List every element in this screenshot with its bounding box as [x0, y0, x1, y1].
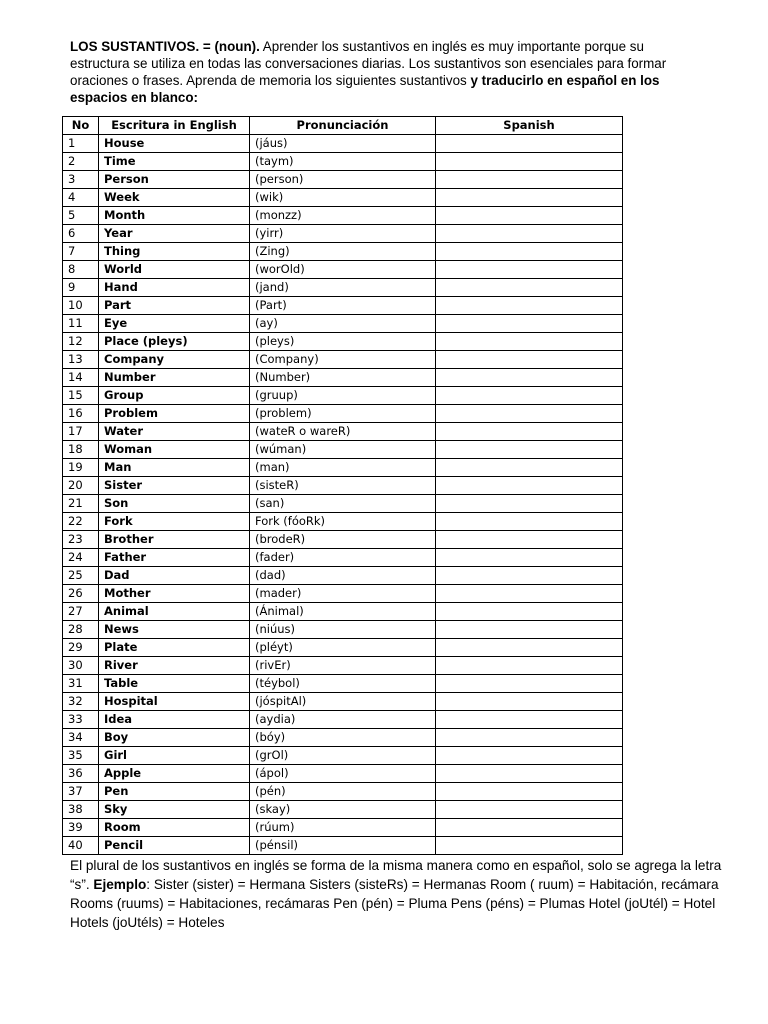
cell-english: Brother [99, 531, 250, 549]
cell-english: Number [99, 369, 250, 387]
cell-spanish[interactable] [436, 153, 623, 171]
cell-english: Month [99, 207, 250, 225]
cell-pronunciation: (Ánimal) [250, 603, 436, 621]
table-row [63, 639, 623, 657]
table-row [63, 315, 623, 333]
cell-spanish[interactable] [436, 621, 623, 639]
cell-no: 26 [63, 585, 99, 603]
table-row [63, 225, 623, 243]
table-row [63, 333, 623, 351]
cell-pronunciation: (monzz) [250, 207, 436, 225]
cell-pronunciation: (wúman) [250, 441, 436, 459]
cell-spanish[interactable] [436, 819, 623, 837]
cell-pronunciation: (rúum) [250, 819, 436, 837]
cell-spanish[interactable] [436, 261, 623, 279]
cell-english: Dad [99, 567, 250, 585]
cell-no: 28 [63, 621, 99, 639]
cell-english: House [99, 135, 250, 153]
table-row [63, 711, 623, 729]
cell-no: 1 [63, 135, 99, 153]
cell-english: News [99, 621, 250, 639]
cell-english: Company [99, 351, 250, 369]
table-row [63, 675, 623, 693]
cell-english: Part [99, 297, 250, 315]
table-row [63, 747, 623, 765]
cell-no: 6 [63, 225, 99, 243]
cell-pronunciation: (worOld) [250, 261, 436, 279]
table-row [63, 657, 623, 675]
cell-no: 40 [63, 837, 99, 855]
table-row [63, 261, 623, 279]
cell-pronunciation: (jóspitAl) [250, 693, 436, 711]
table-row [63, 819, 623, 837]
table-row [63, 387, 623, 405]
table-row [63, 279, 623, 297]
cell-english: Problem [99, 405, 250, 423]
table-row [63, 603, 623, 621]
cell-no: 3 [63, 171, 99, 189]
cell-spanish[interactable] [436, 297, 623, 315]
table-header-row [63, 117, 623, 135]
plural-examples: : Sister (sister) = Hermana Sisters (sisteRs) = Hermanas Room ( ruum) = Habitación, recámara Rooms (ruums) = Habitaciones, recámaras Pen (pén) = Pluma Pens (péns) = Plumas Hotel (joUtél) = Hotel Hotels (joUtéls) = Hoteles [70, 877, 719, 930]
intro-text: Aprender los sustantivos en inglés es muy importante porque su estructura se utiliza en todas las conversaciones diarias. Los sustantivos son esenciales para formar oraciones o frases. Aprenda de memoria los siguientes sustantivos [70, 39, 667, 88]
cell-no: 29 [63, 639, 99, 657]
cell-pronunciation: (Part) [250, 297, 436, 315]
cell-spanish[interactable] [436, 801, 623, 819]
cell-english: Hospital [99, 693, 250, 711]
plural-note-text: El plural de los sustantivos en inglés se forma de la misma manera como en español, solo se agrega la letra “s”. [70, 858, 722, 892]
cell-spanish[interactable] [436, 459, 623, 477]
cell-no: 38 [63, 801, 99, 819]
cell-pronunciation: (ay) [250, 315, 436, 333]
cell-pronunciation: (gruup) [250, 387, 436, 405]
cell-pronunciation: (jand) [250, 279, 436, 297]
header-pronunciation: Pronunciación [250, 117, 436, 135]
cell-english: Mother [99, 585, 250, 603]
cell-english: Fork [99, 513, 250, 531]
plural-note [70, 856, 730, 932]
cell-spanish[interactable] [436, 585, 623, 603]
cell-spanish[interactable] [436, 423, 623, 441]
cell-english: Pencil [99, 837, 250, 855]
cell-pronunciation: (pénsil) [250, 837, 436, 855]
cell-english: World [99, 261, 250, 279]
cell-spanish[interactable] [436, 315, 623, 333]
cell-spanish[interactable] [436, 441, 623, 459]
cell-english: Animal [99, 603, 250, 621]
cell-spanish[interactable] [436, 765, 623, 783]
table-row [63, 351, 623, 369]
cell-pronunciation: (jáus) [250, 135, 436, 153]
cell-pronunciation: (pleys) [250, 333, 436, 351]
cell-pronunciation: (man) [250, 459, 436, 477]
cell-no: 20 [63, 477, 99, 495]
table-row [63, 621, 623, 639]
cell-english: Person [99, 171, 250, 189]
table-row [63, 135, 623, 153]
cell-spanish[interactable] [436, 657, 623, 675]
table-row [63, 567, 623, 585]
cell-pronunciation: (taym) [250, 153, 436, 171]
cell-no: 35 [63, 747, 99, 765]
cell-no: 25 [63, 567, 99, 585]
cell-no: 27 [63, 603, 99, 621]
cell-english: Table [99, 675, 250, 693]
cell-no: 16 [63, 405, 99, 423]
cell-english: Girl [99, 747, 250, 765]
cell-no: 2 [63, 153, 99, 171]
table-row [63, 297, 623, 315]
cell-english: Week [99, 189, 250, 207]
table-row [63, 459, 623, 477]
cell-no: 13 [63, 351, 99, 369]
cell-english: Water [99, 423, 250, 441]
cell-spanish[interactable] [436, 603, 623, 621]
table-row [63, 477, 623, 495]
cell-spanish[interactable] [436, 531, 623, 549]
cell-pronunciation: (dad) [250, 567, 436, 585]
cell-spanish[interactable] [436, 549, 623, 567]
cell-no: 30 [63, 657, 99, 675]
nouns-table [62, 116, 623, 855]
cell-spanish[interactable] [436, 207, 623, 225]
cell-spanish[interactable] [436, 639, 623, 657]
cell-spanish[interactable] [436, 693, 623, 711]
cell-spanish[interactable] [436, 783, 623, 801]
cell-spanish[interactable] [436, 675, 623, 693]
cell-pronunciation: (person) [250, 171, 436, 189]
cell-english: Thing [99, 243, 250, 261]
table-row [63, 729, 623, 747]
table-row [63, 171, 623, 189]
cell-spanish[interactable] [436, 351, 623, 369]
cell-english: Room [99, 819, 250, 837]
table-row [63, 549, 623, 567]
table-row [63, 423, 623, 441]
table-row [63, 837, 623, 855]
cell-pronunciation: (brodeR) [250, 531, 436, 549]
cell-no: 7 [63, 243, 99, 261]
cell-no: 10 [63, 297, 99, 315]
table-row [63, 153, 623, 171]
cell-pronunciation: (pléyt) [250, 639, 436, 657]
cell-no: 17 [63, 423, 99, 441]
cell-pronunciation: (Number) [250, 369, 436, 387]
cell-english: Hand [99, 279, 250, 297]
cell-pronunciation: (problem) [250, 405, 436, 423]
cell-no: 21 [63, 495, 99, 513]
header-english: Escritura in English [99, 117, 250, 135]
cell-no: 23 [63, 531, 99, 549]
cell-spanish[interactable] [436, 243, 623, 261]
cell-pronunciation: (ápol) [250, 765, 436, 783]
cell-pronunciation: (sisteR) [250, 477, 436, 495]
table-row [63, 585, 623, 603]
cell-no: 24 [63, 549, 99, 567]
cell-english: Place (pleys) [99, 333, 250, 351]
cell-spanish[interactable] [436, 747, 623, 765]
cell-no: 22 [63, 513, 99, 531]
cell-pronunciation: (Company) [250, 351, 436, 369]
cell-english: Eye [99, 315, 250, 333]
cell-no: 9 [63, 279, 99, 297]
cell-no: 4 [63, 189, 99, 207]
table-row [63, 405, 623, 423]
cell-no: 32 [63, 693, 99, 711]
cell-spanish[interactable] [436, 837, 623, 855]
example-label: Ejemplo [93, 877, 147, 892]
cell-pronunciation: (pén) [250, 783, 436, 801]
cell-spanish[interactable] [436, 333, 623, 351]
cell-pronunciation: (niúus) [250, 621, 436, 639]
cell-pronunciation: (skay) [250, 801, 436, 819]
cell-no: 36 [63, 765, 99, 783]
cell-pronunciation: (wateR o wareR) [250, 423, 436, 441]
cell-spanish[interactable] [436, 189, 623, 207]
cell-pronunciation: (bóy) [250, 729, 436, 747]
cell-no: 33 [63, 711, 99, 729]
cell-english: Apple [99, 765, 250, 783]
table-row [63, 783, 623, 801]
cell-spanish[interactable] [436, 387, 623, 405]
cell-english: Sky [99, 801, 250, 819]
cell-pronunciation: Fork (fóoRk) [250, 513, 436, 531]
table-row [63, 243, 623, 261]
cell-pronunciation: (téybol) [250, 675, 436, 693]
table-row [63, 765, 623, 783]
cell-spanish[interactable] [436, 495, 623, 513]
cell-spanish[interactable] [436, 225, 623, 243]
table-row [63, 531, 623, 549]
cell-pronunciation: (aydia) [250, 711, 436, 729]
cell-english: Sister [99, 477, 250, 495]
header-spanish: Spanish [436, 117, 623, 135]
cell-spanish[interactable] [436, 171, 623, 189]
cell-no: 18 [63, 441, 99, 459]
cell-spanish[interactable] [436, 405, 623, 423]
cell-no: 15 [63, 387, 99, 405]
cell-no: 37 [63, 783, 99, 801]
cell-no: 39 [63, 819, 99, 837]
table-row [63, 513, 623, 531]
cell-pronunciation: (Zing) [250, 243, 436, 261]
cell-spanish[interactable] [436, 477, 623, 495]
header-no: No [63, 117, 99, 135]
table-row [63, 369, 623, 387]
cell-english: Boy [99, 729, 250, 747]
cell-pronunciation: (fader) [250, 549, 436, 567]
table-row [63, 189, 623, 207]
cell-spanish[interactable] [436, 513, 623, 531]
cell-no: 14 [63, 369, 99, 387]
cell-no: 19 [63, 459, 99, 477]
cell-no: 11 [63, 315, 99, 333]
cell-no: 31 [63, 675, 99, 693]
cell-english: Pen [99, 783, 250, 801]
cell-spanish[interactable] [436, 135, 623, 153]
cell-no: 12 [63, 333, 99, 351]
cell-english: Idea [99, 711, 250, 729]
cell-pronunciation: (wik) [250, 189, 436, 207]
intro-title: LOS SUSTANTIVOS. = (noun). [70, 39, 260, 54]
cell-no: 5 [63, 207, 99, 225]
cell-spanish[interactable] [436, 279, 623, 297]
cell-spanish[interactable] [436, 567, 623, 585]
cell-english: Woman [99, 441, 250, 459]
cell-no: 34 [63, 729, 99, 747]
cell-english: River [99, 657, 250, 675]
cell-pronunciation: (mader) [250, 585, 436, 603]
cell-english: Father [99, 549, 250, 567]
cell-english: Man [99, 459, 250, 477]
cell-english: Son [99, 495, 250, 513]
cell-pronunciation: (grOl) [250, 747, 436, 765]
cell-no: 8 [63, 261, 99, 279]
cell-pronunciation: (yirr) [250, 225, 436, 243]
cell-pronunciation: (rivEr) [250, 657, 436, 675]
cell-english: Time [99, 153, 250, 171]
table-row [63, 801, 623, 819]
table-row [63, 495, 623, 513]
cell-english: Year [99, 225, 250, 243]
table-row [63, 693, 623, 711]
cell-english: Plate [99, 639, 250, 657]
intro-emphasis: y traducirlo en español en los espacios en blanco: [70, 73, 660, 105]
cell-spanish[interactable] [436, 369, 623, 387]
cell-english: Group [99, 387, 250, 405]
table-row [63, 441, 623, 459]
cell-spanish[interactable] [436, 711, 623, 729]
intro-paragraph [70, 38, 690, 106]
table-row [63, 207, 623, 225]
cell-spanish[interactable] [436, 729, 623, 747]
cell-pronunciation: (san) [250, 495, 436, 513]
